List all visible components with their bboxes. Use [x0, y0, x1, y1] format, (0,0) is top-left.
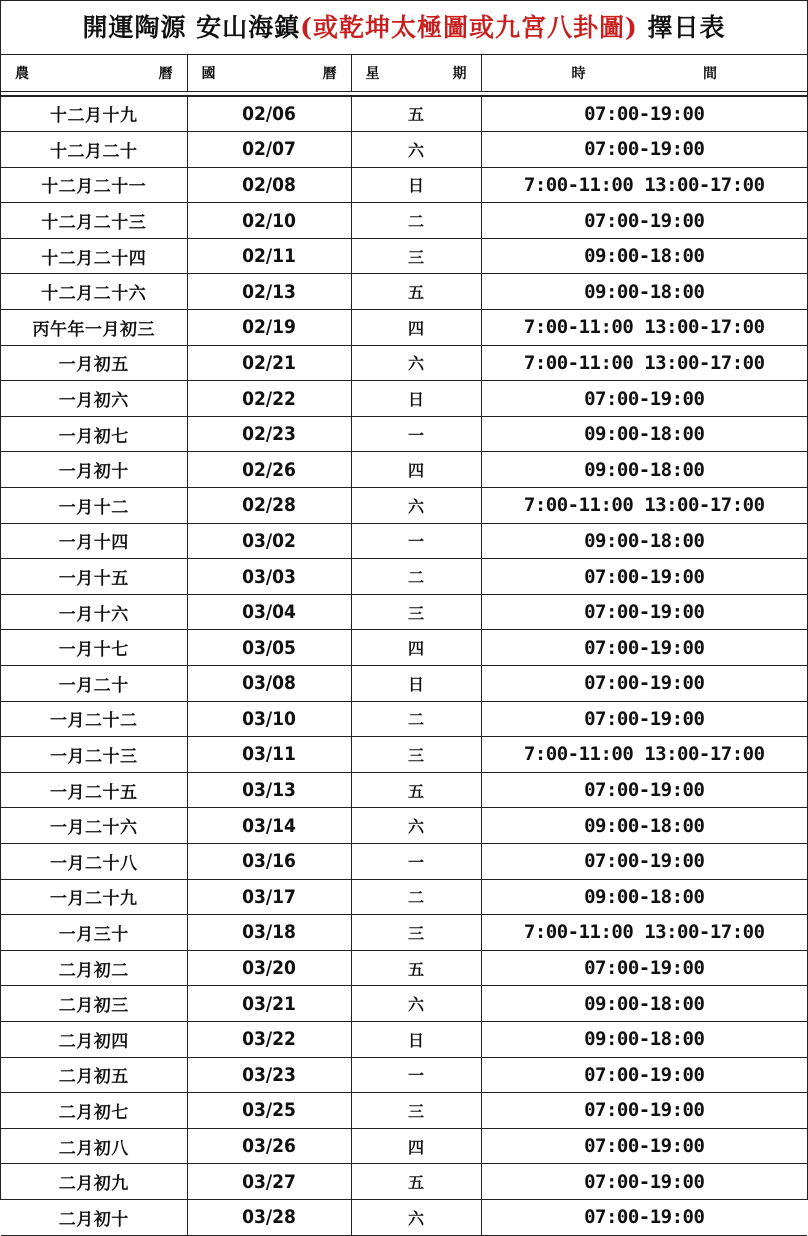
- gregorian-date-cell: 03/04: [187, 594, 351, 630]
- hours-cell: 7:00-11:00 13:00-17:00: [481, 488, 807, 524]
- lunar-date-cell: 二月初十: [1, 1199, 187, 1235]
- hours-cell: 09:00-18:00: [481, 986, 807, 1022]
- gregorian-date-cell: 03/23: [187, 1057, 351, 1093]
- table-row: [1, 843, 807, 879]
- weekday-cell: 二: [351, 559, 481, 595]
- hours-cell: 09:00-18:00: [481, 523, 807, 559]
- hours-cell: 07:00-19:00: [481, 950, 807, 986]
- table-row: [1, 203, 807, 239]
- hours-cell: 07:00-19:00: [481, 203, 807, 239]
- lunar-date-cell: 十二月二十六: [1, 274, 187, 310]
- lunar-date-cell: 一月二十五: [1, 772, 187, 808]
- table-row: [1, 701, 807, 737]
- weekday-cell: 日: [351, 381, 481, 417]
- weekday-cell: 二: [351, 701, 481, 737]
- hours-cell: 07:00-19:00: [481, 594, 807, 630]
- lunar-date-cell: 二月初八: [1, 1128, 187, 1164]
- weekday-cell: 三: [351, 238, 481, 274]
- weekday-cell: 四: [351, 310, 481, 346]
- page-title: [1, 1, 807, 55]
- lunar-date-cell: 十二月二十四: [1, 238, 187, 274]
- weekday-cell: 六: [351, 488, 481, 524]
- hours-cell: 07:00-19:00: [481, 96, 807, 132]
- gregorian-date-cell: 02/13: [187, 274, 351, 310]
- table-row: [1, 666, 807, 702]
- lunar-date-cell: 一月二十: [1, 666, 187, 702]
- hours-cell: 09:00-18:00: [481, 238, 807, 274]
- header-lunar: 農 曆: [1, 55, 187, 91]
- lunar-date-cell: 一月十五: [1, 559, 187, 595]
- hours-cell: 07:00-19:00: [481, 1128, 807, 1164]
- gregorian-date-cell: 03/08: [187, 666, 351, 702]
- hours-cell: 7:00-11:00 13:00-17:00: [481, 310, 807, 346]
- table-row: [1, 167, 807, 203]
- table-row: [1, 416, 807, 452]
- hours-cell: 07:00-19:00: [481, 772, 807, 808]
- lunar-date-cell: 二月初二: [1, 950, 187, 986]
- weekday-cell: 五: [351, 772, 481, 808]
- lunar-date-cell: 二月初四: [1, 1021, 187, 1057]
- table-row: [1, 986, 807, 1022]
- weekday-cell: 日: [351, 1021, 481, 1057]
- table-row: [1, 594, 807, 630]
- gregorian-date-cell: 02/08: [187, 167, 351, 203]
- gregorian-date-cell: 03/17: [187, 879, 351, 915]
- table-row: [1, 381, 807, 417]
- weekday-cell: 一: [351, 1057, 481, 1093]
- weekday-cell: 三: [351, 594, 481, 630]
- table-row: [1, 488, 807, 524]
- hours-cell: 07:00-19:00: [481, 381, 807, 417]
- table-row: [1, 345, 807, 381]
- title-highlight: (或乾坤太極圖或九宮八卦圖): [300, 13, 638, 42]
- lunar-date-cell: 一月初七: [1, 416, 187, 452]
- lunar-date-cell: 一月初五: [1, 345, 187, 381]
- gregorian-date-cell: 03/02: [187, 523, 351, 559]
- title-suffix: 擇日表: [637, 13, 726, 42]
- weekday-cell: 四: [351, 452, 481, 488]
- lunar-date-cell: 十二月二十: [1, 132, 187, 168]
- hours-cell: 7:00-11:00 13:00-17:00: [481, 737, 807, 773]
- gregorian-date-cell: 03/26: [187, 1128, 351, 1164]
- lunar-date-cell: 一月初六: [1, 381, 187, 417]
- weekday-cell: 五: [351, 950, 481, 986]
- table-row: [1, 274, 807, 310]
- lunar-date-cell: 二月初七: [1, 1093, 187, 1129]
- weekday-cell: 六: [351, 132, 481, 168]
- table-row: [1, 630, 807, 666]
- hours-cell: 07:00-19:00: [481, 1199, 807, 1235]
- hours-cell: 09:00-18:00: [481, 274, 807, 310]
- weekday-cell: 日: [351, 666, 481, 702]
- gregorian-date-cell: 02/28: [187, 488, 351, 524]
- weekday-cell: 一: [351, 523, 481, 559]
- weekday-cell: 五: [351, 1164, 481, 1200]
- hours-cell: 09:00-18:00: [481, 808, 807, 844]
- hours-cell: 07:00-19:00: [481, 630, 807, 666]
- lunar-date-cell: 一月二十三: [1, 737, 187, 773]
- lunar-date-cell: 一月三十: [1, 915, 187, 951]
- weekday-cell: 二: [351, 203, 481, 239]
- weekday-cell: 五: [351, 96, 481, 132]
- weekday-cell: 二: [351, 879, 481, 915]
- lunar-date-cell: 一月十二: [1, 488, 187, 524]
- gregorian-date-cell: 02/07: [187, 132, 351, 168]
- table-row: [1, 1057, 807, 1093]
- hours-cell: 7:00-11:00 13:00-17:00: [481, 915, 807, 951]
- table-row: [1, 132, 807, 168]
- lunar-date-cell: 一月二十二: [1, 701, 187, 737]
- table-row: [1, 96, 807, 132]
- gregorian-date-cell: 03/05: [187, 630, 351, 666]
- gregorian-date-cell: 03/21: [187, 986, 351, 1022]
- hours-cell: 09:00-18:00: [481, 1021, 807, 1057]
- gregorian-date-cell: 03/03: [187, 559, 351, 595]
- table-row: [1, 1128, 807, 1164]
- lunar-date-cell: 二月初九: [1, 1164, 187, 1200]
- weekday-cell: 六: [351, 808, 481, 844]
- weekday-cell: 四: [351, 1128, 481, 1164]
- table-row: [1, 1093, 807, 1129]
- table-row: [1, 310, 807, 346]
- lunar-date-cell: 一月二十八: [1, 843, 187, 879]
- table-row: [1, 559, 807, 595]
- lunar-date-cell: 一月二十九: [1, 879, 187, 915]
- hours-cell: 07:00-19:00: [481, 1093, 807, 1129]
- hours-cell: 07:00-19:00: [481, 132, 807, 168]
- lunar-date-cell: 一月初十: [1, 452, 187, 488]
- gregorian-date-cell: 03/10: [187, 701, 351, 737]
- gregorian-date-cell: 03/18: [187, 915, 351, 951]
- schedule-table: [1, 55, 807, 1236]
- weekday-cell: 日: [351, 167, 481, 203]
- table-row: [1, 879, 807, 915]
- weekday-cell: 三: [351, 915, 481, 951]
- gregorian-date-cell: 03/14: [187, 808, 351, 844]
- lunar-date-cell: 丙午年一月初三: [1, 310, 187, 346]
- hours-cell: 07:00-19:00: [481, 1057, 807, 1093]
- table-row: [1, 452, 807, 488]
- weekday-cell: 五: [351, 274, 481, 310]
- gregorian-date-cell: 03/11: [187, 737, 351, 773]
- lunar-date-cell: 一月十七: [1, 630, 187, 666]
- gregorian-date-cell: 02/21: [187, 345, 351, 381]
- lunar-date-cell: 十二月二十三: [1, 203, 187, 239]
- gregorian-date-cell: 03/22: [187, 1021, 351, 1057]
- hours-cell: 07:00-19:00: [481, 843, 807, 879]
- title-prefix: 開運陶源 安山海鎮: [82, 13, 301, 42]
- table-row: [1, 1021, 807, 1057]
- table-row: [1, 915, 807, 951]
- gregorian-date-cell: 02/19: [187, 310, 351, 346]
- gregorian-date-cell: 03/28: [187, 1199, 351, 1235]
- weekday-cell: 四: [351, 630, 481, 666]
- gregorian-date-cell: 03/13: [187, 772, 351, 808]
- header-row: [1, 55, 807, 91]
- lunar-date-cell: 二月初三: [1, 986, 187, 1022]
- hours-cell: 7:00-11:00 13:00-17:00: [481, 167, 807, 203]
- hours-cell: 7:00-11:00 13:00-17:00: [481, 345, 807, 381]
- gregorian-date-cell: 03/20: [187, 950, 351, 986]
- hours-cell: 07:00-19:00: [481, 1164, 807, 1200]
- hours-cell: 09:00-18:00: [481, 879, 807, 915]
- table-row: [1, 772, 807, 808]
- table-row: [1, 238, 807, 274]
- table-row: [1, 1164, 807, 1200]
- gregorian-date-cell: 02/22: [187, 381, 351, 417]
- hours-cell: 07:00-19:00: [481, 559, 807, 595]
- weekday-cell: 六: [351, 345, 481, 381]
- weekday-cell: 一: [351, 416, 481, 452]
- schedule-rows: [1, 96, 807, 1236]
- hours-cell: 07:00-19:00: [481, 666, 807, 702]
- gregorian-date-cell: 03/25: [187, 1093, 351, 1129]
- table-row: [1, 737, 807, 773]
- hours-cell: 09:00-18:00: [481, 416, 807, 452]
- lunar-date-cell: 一月二十六: [1, 808, 187, 844]
- lunar-date-cell: 一月十六: [1, 594, 187, 630]
- header-hours: 時 間: [481, 55, 807, 91]
- weekday-cell: 三: [351, 1093, 481, 1129]
- lunar-date-cell: 十二月十九: [1, 96, 187, 132]
- hours-cell: 07:00-19:00: [481, 701, 807, 737]
- weekday-cell: 一: [351, 843, 481, 879]
- gregorian-date-cell: 02/10: [187, 203, 351, 239]
- hours-cell: 09:00-18:00: [481, 452, 807, 488]
- weekday-cell: 三: [351, 737, 481, 773]
- table-row: [1, 523, 807, 559]
- table-row: [1, 1199, 807, 1235]
- weekday-cell: 六: [351, 986, 481, 1022]
- gregorian-date-cell: 02/26: [187, 452, 351, 488]
- header-weekday: 星 期: [351, 55, 481, 91]
- header-gregorian: 國 曆: [187, 55, 351, 91]
- weekday-cell: 六: [351, 1199, 481, 1235]
- gregorian-date-cell: 02/23: [187, 416, 351, 452]
- gregorian-date-cell: 03/27: [187, 1164, 351, 1200]
- lunar-date-cell: 一月十四: [1, 523, 187, 559]
- gregorian-date-cell: 02/11: [187, 238, 351, 274]
- table-row: [1, 950, 807, 986]
- table-row: [1, 808, 807, 844]
- lunar-date-cell: 二月初五: [1, 1057, 187, 1093]
- gregorian-date-cell: 03/16: [187, 843, 351, 879]
- lunar-date-cell: 十二月二十一: [1, 167, 187, 203]
- gregorian-date-cell: 02/06: [187, 96, 351, 132]
